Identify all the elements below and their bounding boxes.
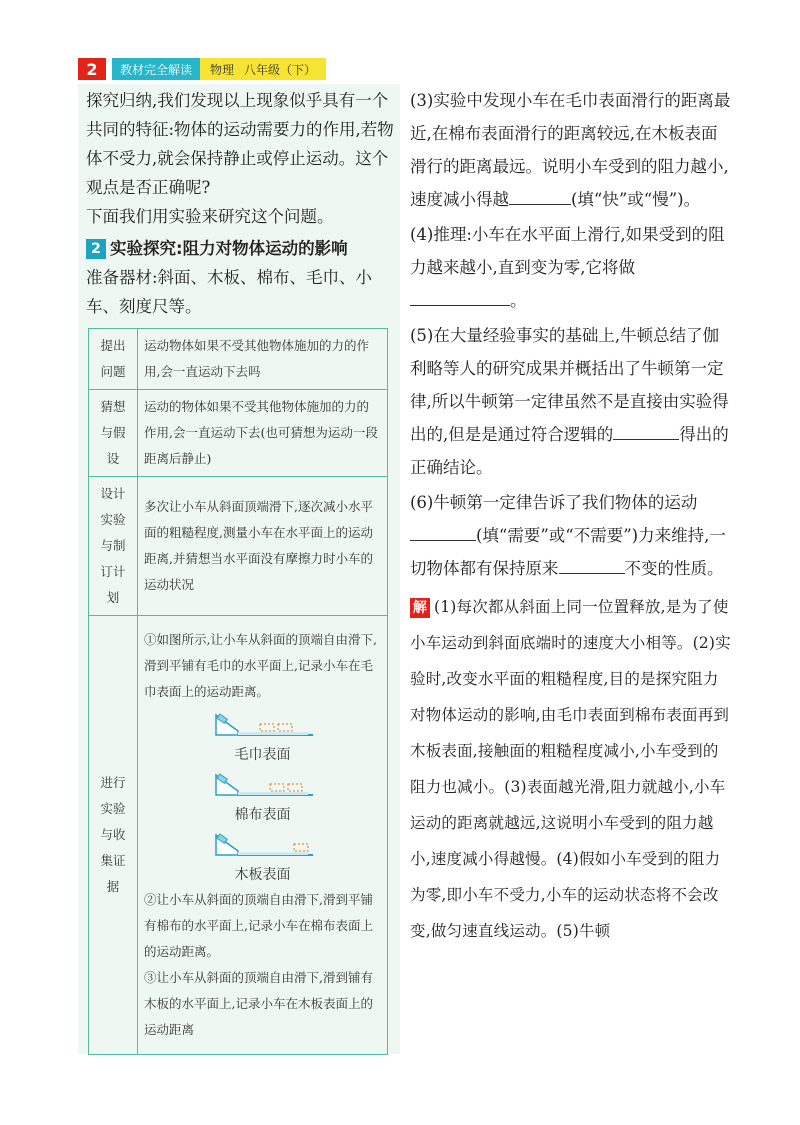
step-2: ②让小车从斜面的顶端自由滑下,滑到平铺有棉布的水平面上,记录小车在棉布表面上的运动距离。 xyxy=(144,892,373,959)
solution-paragraph xyxy=(410,589,732,949)
answer-blank[interactable] xyxy=(613,423,679,440)
grade: 八年级（下） xyxy=(244,62,317,77)
row-content: 多次让小车从斜面顶端滑下,逐次减小水平面的粗糙程度,测量小车在水平面上的运动距离,并猜想当水平面没有摩擦力时小车的运动状况 xyxy=(138,477,388,616)
incline-cotton-diagram xyxy=(208,767,318,807)
row-content: 运动的物体如果不受其他物体施加的力的作用,会一直运动下去(也可猜想为运动一段距离后静止) xyxy=(138,390,388,477)
row-label: 提出问题 xyxy=(89,329,138,390)
equipment-text: 准备器材:斜面、木板、棉布、毛巾、小车、刻度尺等。 xyxy=(86,268,373,316)
step-1: ①如图所示,让小车从斜面的顶端自由滑下,滑到平铺有毛巾的水平面上,记录小车在毛巾表面上的运动距离。 xyxy=(144,632,377,699)
caption-cotton: 棉布表面 xyxy=(234,807,291,823)
table-row xyxy=(89,477,388,616)
row-label: 设计实验与制订计划 xyxy=(89,477,138,616)
answer-blank[interactable] xyxy=(559,557,625,574)
table-row xyxy=(89,329,388,390)
caption-towel: 毛巾表面 xyxy=(234,747,291,763)
question-5 xyxy=(410,319,732,484)
solution-mark: 解 xyxy=(410,598,430,618)
lead-line: 下面我们用实验来研究这个问题。 xyxy=(86,207,334,226)
row-label: 进行实验与收集证据 xyxy=(89,616,138,1055)
caption-wood: 木板表面 xyxy=(234,867,291,883)
step-3: ③让小车从斜面的顶端自由滑下,滑到铺有木板的水平面上,记录小车在木板表面上的运动距离 xyxy=(144,970,373,1037)
section-number: 2 xyxy=(86,239,106,259)
solution-text: (1)每次都从斜面上同一位置释放,是为了使小车运动到斜面底端时的速度大小相等。(2)实验时,改变水平面的粗糙程度,目的是探究阻力对物体运动的影响,由毛巾表面到棉布表面再到木板表面,接触面的粗糙程度减小,小车受到的阻力也减小。(3)表面越光滑,阻力就越小,小车运动的距离就越远,这说明小车受到的阻力越小,速度减小得越慢。(4)假如小车受到的阻力为零,即小车不受力,小车的运动状态将不会改变,做匀速直线运动。(5)牛顿 xyxy=(410,598,731,940)
row-content: 运动物体如果不受其他物体施加的力的作用,会一直运动下去吗 xyxy=(138,329,388,390)
diagram-wood xyxy=(144,827,381,885)
question-4 xyxy=(410,218,732,317)
question-3 xyxy=(410,84,732,216)
incline-wood-diagram xyxy=(208,827,318,867)
row-content xyxy=(138,616,388,1055)
right-column xyxy=(402,84,732,949)
question-4-end: 。 xyxy=(510,291,527,310)
diagram-towel xyxy=(144,707,381,765)
section-heading xyxy=(86,235,400,263)
answer-blank[interactable] xyxy=(509,188,571,205)
question-6-end: 不变的性质。 xyxy=(624,559,724,578)
question-3-hint: (填“快”或“慢”)。 xyxy=(571,190,701,209)
incline-towel-diagram xyxy=(208,707,318,747)
question-4-text: (4)推理:小车在水平面上滑行,如果受到的阻力越来越小,直到变为零,它将做 xyxy=(410,225,725,277)
answer-blank[interactable] xyxy=(410,289,510,306)
section-title: 实验探究:阻力对物体运动的影响 xyxy=(110,239,348,258)
book-title: 教材完全解读 xyxy=(112,58,200,80)
question-6-hint: (填“需要”或“不需要”)力来维持,一切物体都有保持原来 xyxy=(410,526,726,578)
subject: 物理 xyxy=(210,62,235,77)
table-row xyxy=(89,390,388,477)
experiment-table xyxy=(88,328,388,1055)
page-number: 2 xyxy=(78,58,106,80)
diagram-cotton xyxy=(144,767,381,825)
question-5-end: 得出的正确结论。 xyxy=(410,425,729,477)
answer-blank[interactable] xyxy=(410,524,476,541)
page-header xyxy=(78,58,326,80)
question-3-text: (3)实验中发现小车在毛巾表面滑行的距离最近,在棉布表面滑行的距离较远,在木板表面滑行的距离最远。说明小车受到的阻力越小,速度减小得越 xyxy=(410,91,731,209)
table-row xyxy=(89,616,388,1055)
intro-paragraph: 探究归纳,我们发现以上现象似乎具有一个共同的特征:物体的运动需要力的作用,若物体不受力,就会保持静止或停止运动。这个观点是否正确呢? xyxy=(86,91,394,197)
question-6 xyxy=(410,486,732,585)
subject-grade xyxy=(200,58,326,80)
row-label: 猜想与假设 xyxy=(89,390,138,477)
question-6-text: (6)牛顿第一定律告诉了我们物体的运动 xyxy=(410,493,698,512)
question-5-text: (5)在大量经验事实的基础上,牛顿总结了伽利略等人的研究成果并概括出了牛顿第一定律,所以牛顿第一定律虽然不是直接由实验得出的,但是是通过符合逻辑的 xyxy=(410,326,729,444)
